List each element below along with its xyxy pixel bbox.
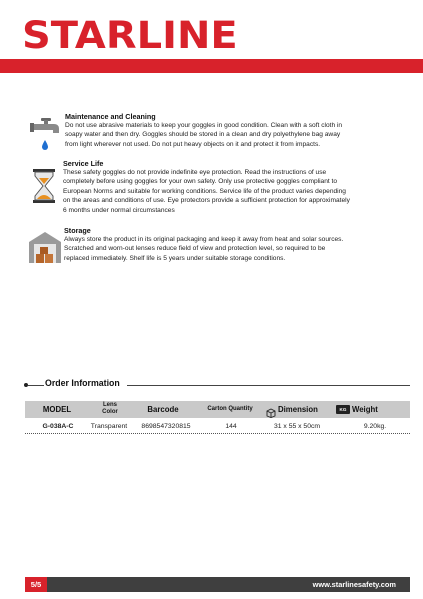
order-title: Order Information xyxy=(45,378,120,388)
order-information-heading xyxy=(24,378,410,392)
cell-barcode: 8698547320815 xyxy=(141,423,191,430)
section-title-service-life: Service Life xyxy=(63,159,104,168)
table-row xyxy=(25,421,410,434)
weight-badge-label: KG xyxy=(339,407,347,412)
header-band xyxy=(0,59,423,73)
cell-lens-color: Transparent xyxy=(90,423,128,430)
weight-icon xyxy=(336,405,350,414)
section-text-maintenance xyxy=(65,121,342,149)
header-weight: Weight xyxy=(352,405,378,414)
cell-carton-quantity: 144 xyxy=(225,423,237,430)
website-link[interactable]: www.starlinesafety.com xyxy=(312,580,396,589)
cell-weight: 9.20kg. xyxy=(363,423,387,430)
header-dimension: Dimension xyxy=(278,405,318,414)
page-number: 5/5 xyxy=(25,577,47,592)
section-title-maintenance: Maintenance and Cleaning xyxy=(65,112,156,121)
header-barcode: Barcode xyxy=(147,405,179,414)
text-line: These safety goggles do not provide indefinite eye protection. Read the instructions of use xyxy=(63,169,327,176)
text-line: Do not use abrasive materials to keep your goggles in good condition. Clean with a soft cloth in xyxy=(65,122,343,129)
text-line: Scratched and worn-out lenses reduce field of view and protection level, so required to be xyxy=(64,245,326,253)
header-lens-color: Lens Color xyxy=(102,402,118,415)
text-line: 6 months under normal circumstances xyxy=(63,206,175,214)
cell-dimension: 31 x 55 x 50cm xyxy=(273,423,321,430)
water-tap-icon xyxy=(28,116,62,157)
text-line: completely before using goggles for your own safety. Only use protective goggles compliant to xyxy=(63,178,338,186)
divider xyxy=(127,385,410,386)
section-text-storage xyxy=(64,235,343,263)
section-text-service-life xyxy=(63,168,350,215)
header-carton-quantity: Carton Quantity xyxy=(207,406,253,412)
order-table-header xyxy=(25,401,410,418)
divider xyxy=(28,385,44,386)
text-line: Always store the product in its original packaging and keep it away from heat and solar sources. xyxy=(64,236,344,243)
section-title-storage: Storage xyxy=(64,226,91,235)
text-line: on the areas and conditions of use. Eye protectors provide a sufficient protection for approximately xyxy=(63,197,350,205)
starline-logo: STARLINE xyxy=(22,14,238,57)
text-line: from light wherever not used. Do not put heavy objects on it and protect it from impacts. xyxy=(65,140,321,148)
warehouse-icon xyxy=(27,230,63,269)
cell-model: G-038A-C xyxy=(42,423,74,430)
text-line: replaced immediately. Shelf life is 5 years under suitable storage conditions. xyxy=(64,254,286,262)
header-model: MODEL xyxy=(42,405,72,414)
hourglass-icon xyxy=(32,168,56,209)
text-line: soapy water and then dry. Goggles should be stored in a clean and dry polyethylene bag away xyxy=(65,131,341,139)
text-line: European Norms and suitable for working conditions. Service life of the product varies depending xyxy=(63,187,346,195)
